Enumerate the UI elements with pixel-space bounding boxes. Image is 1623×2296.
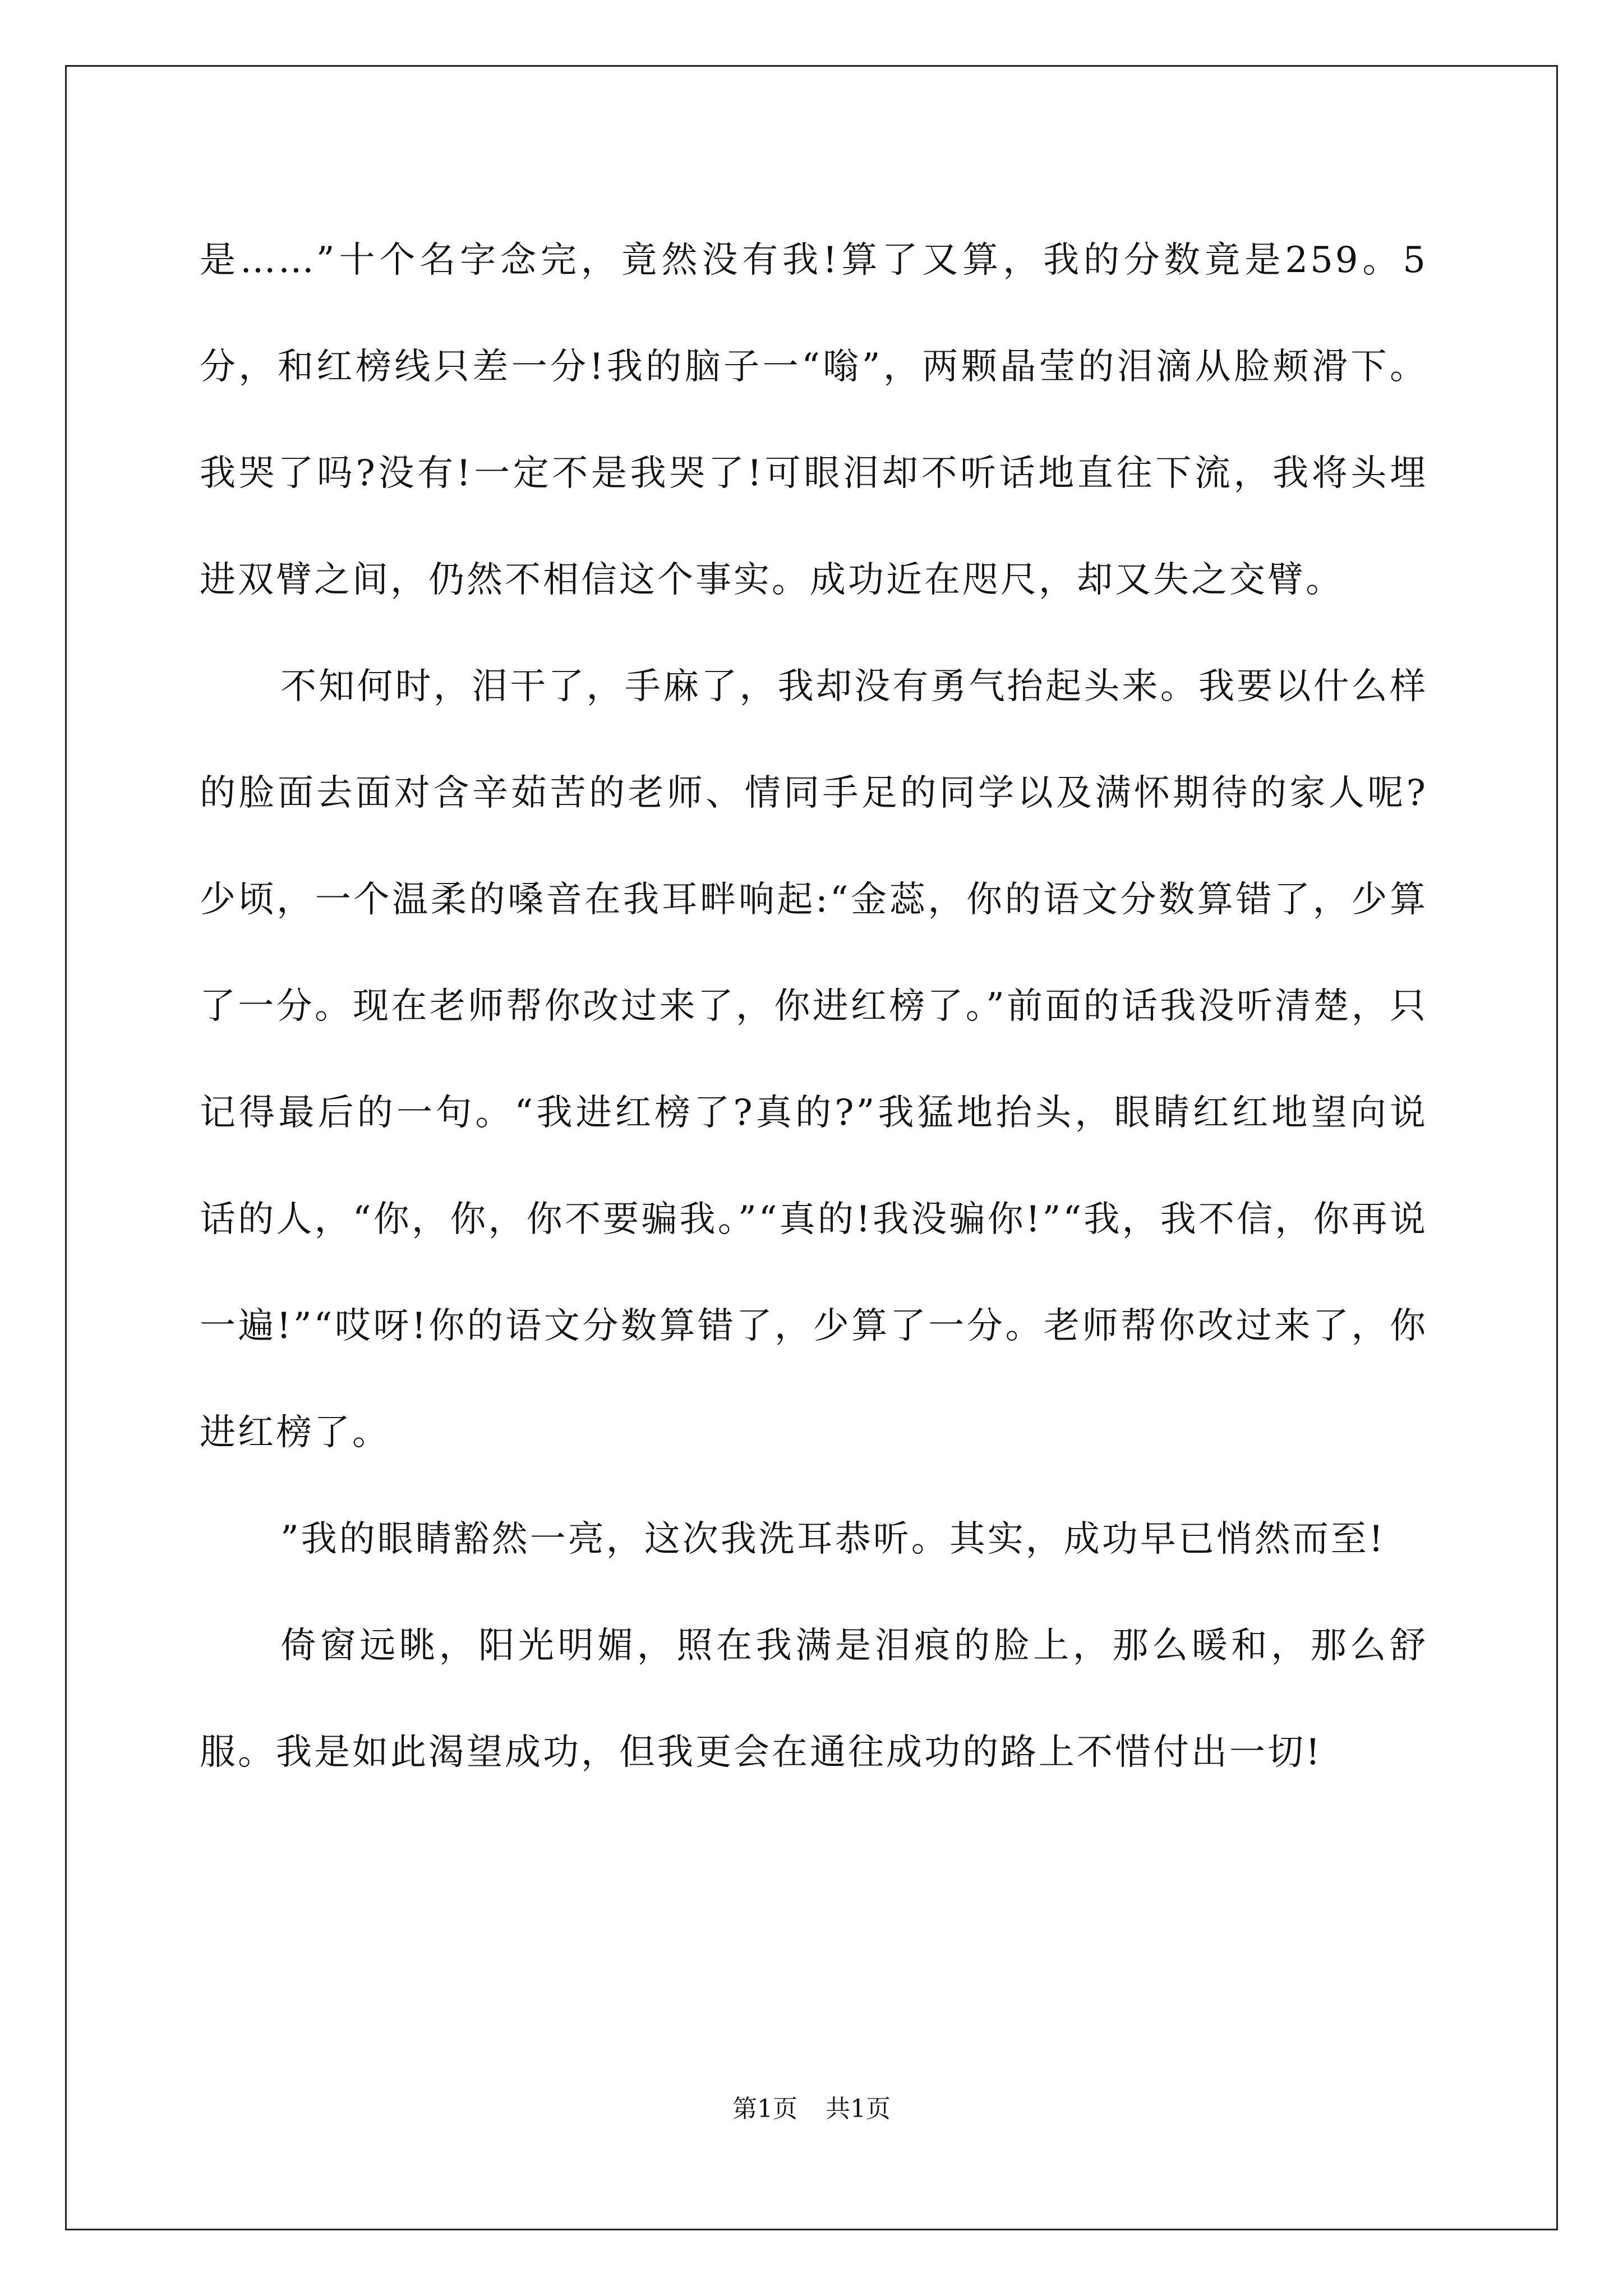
document-body [200, 207, 1428, 1806]
page-number: 第1页 [732, 2095, 797, 2123]
paragraph-2: 不知何时，泪干了，手麻了，我却没有勇气抬起头来。我要以什么样的脸面去面对含辛茹苦的老师、情同手足的同学以及满怀期待的家人呢?少顷，一个温柔的嗓音在我耳畔响起:“金蕊，你的语文分数算错了，少算了一分。现在老师帮你改过来了，你进红榜了。”前面的话我没听清楚，只记得最后的一句。“我进红榜了?真的?”我猛地抬头，眼睛红红地望向说话的人，“你，你，你不要骗我。”“真的!我没骗你!”“我，我不信，你再说一遍!”“哎呀!你的语文分数算错了，少算了一分。老师帮你改过来了，你进红榜了。 [200, 666, 1428, 1453]
page-footer [0, 2092, 1623, 2126]
paragraph-3: ”我的眼睛豁然一亮，这次我洗耳恭听。其实，成功早已悄然而至! [280, 1519, 1386, 1560]
page-total: 共1页 [826, 2095, 891, 2123]
paragraph-4: 倚窗远眺，阳光明媚，照在我满是泪痕的脸上，那么暖和，那么舒服。我是如此渴望成功，但我更会在通往成功的路上不惜付出一切! [200, 1625, 1428, 1773]
paragraph-1: 是……”十个名字念完，竟然没有我!算了又算，我的分数竟是259。5分，和红榜线只差一分!我的脑子一“嗡”，两颗晶莹的泪滴从脸颊滑下。我哭了吗?没有!一定不是我哭了!可眼泪却不听话地直往下流，我将头埋进双臂之间，仍然不相信这个事实。成功近在咫尺，却又失之交臂。 [200, 240, 1428, 601]
